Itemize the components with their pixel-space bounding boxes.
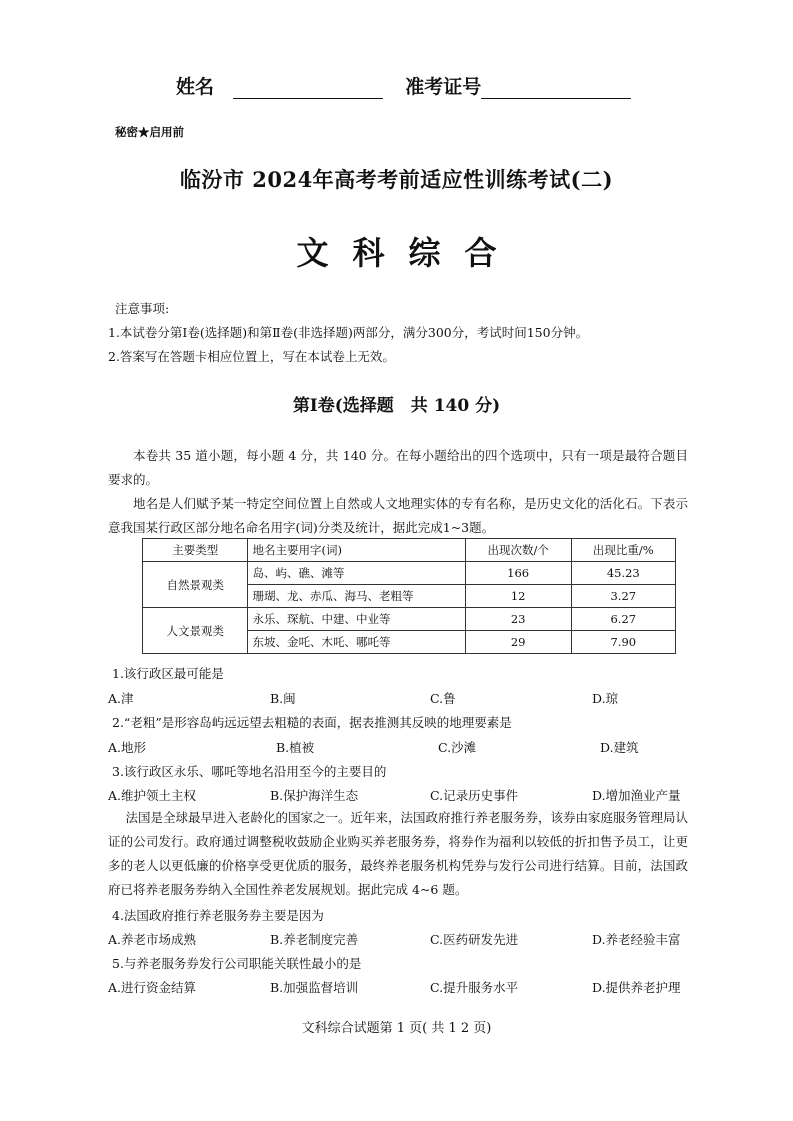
table-cell-count: 29 [465, 631, 571, 654]
question-option[interactable]: B.闽 [270, 691, 296, 706]
question-option[interactable]: D.养老经验丰富 [592, 932, 681, 947]
question-option[interactable]: A.地形 [108, 740, 147, 755]
question-stem: 2.“老粗”是形容岛屿远远望去粗糙的表面，据表推测其反映的地理要素是 [112, 715, 512, 730]
question-option[interactable]: B.养老制度完善 [270, 932, 359, 947]
candidate-info-row [176, 72, 631, 99]
table-header-row [143, 539, 676, 562]
question-stem: 4.法国政府推行养老服务券主要是因为 [112, 908, 324, 923]
question-option[interactable]: D.提供养老护理 [592, 980, 681, 995]
question-option[interactable]: B.加强监督培训 [270, 980, 359, 995]
table-row [143, 562, 676, 585]
place-name-table [142, 538, 676, 654]
question-option[interactable]: D.增加渔业产量 [592, 788, 681, 803]
table-cell-ratio: 3.27 [571, 585, 675, 608]
table-cell-words: 永乐、琛航、中建、中业等 [248, 608, 465, 631]
question-option[interactable]: D.琼 [592, 691, 619, 706]
question-stem: 1.该行政区最可能是 [112, 666, 224, 681]
table-cell-words: 珊瑚、龙、赤瓜、海马、老粗等 [248, 585, 465, 608]
section-intro: 本卷共 35 道小题，每小题 4 分，共 140 分。在每小题给出的四个选项中，只有一项是最符合题目要求的。 [108, 448, 688, 487]
exam-id-label: 准考证号 [405, 76, 482, 98]
question-stem: 5.与养老服务券发行公司职能关联性最小的是 [112, 956, 362, 971]
question-stem: 3.该行政区永乐、哪吒等地名沿用至今的主要目的 [112, 764, 387, 779]
page-footer: 文科综合试题第 1 页( 共 1 2 页) [301, 1021, 492, 1036]
table-cell-count: 166 [465, 562, 571, 585]
section-title: 第Ⅰ卷(选择题 共 140 分) [292, 396, 501, 416]
name-blank[interactable] [233, 78, 383, 99]
table-row [143, 608, 676, 631]
name-label: 姓名 [176, 76, 215, 98]
table-header: 出现次数/个 [465, 539, 571, 562]
table-cell-words: 东坡、金吒、木吒、哪吒等 [248, 631, 465, 654]
notice-item: 1.本试卷分第Ⅰ卷(选择题)和第Ⅱ卷(非选择题)两部分，满分300分，考试时间150分钟。 [108, 325, 589, 340]
question-option[interactable]: C.沙滩 [438, 740, 477, 755]
question-option[interactable]: B.保护海洋生态 [270, 788, 359, 803]
table-cell-count: 12 [465, 585, 571, 608]
table-cell-type: 人文景观类 [143, 608, 248, 654]
table-header: 主要类型 [143, 539, 248, 562]
exam-id-blank[interactable] [481, 78, 631, 99]
table-cell-count: 23 [465, 608, 571, 631]
question-option[interactable]: C.医药研发先进 [430, 932, 519, 947]
table-cell-type: 自然景观类 [143, 562, 248, 608]
table-cell-ratio: 45.23 [571, 562, 675, 585]
question-option[interactable]: A.津 [108, 691, 134, 706]
table-header: 出现比重/% [571, 539, 675, 562]
subject-title: 文科综合 [296, 234, 521, 272]
question-option[interactable]: D.建筑 [600, 740, 639, 755]
confidential-mark: 秘密★启用前 [115, 125, 184, 139]
passage-2: 法国是全球最早进入老龄化的国家之一。近年来，法国政府推行养老服务券，该券由家庭服务管理局认证的公司发行。政府通过调整税收鼓励企业购买养老服务券，将券作为福利以较低的折扣售予员工，让更多的老人以更低廉的价格享受更优质的服务，最终养老服务机构凭券与发行公司进行结算。目前，法国政府已将养老服务券纳入全国性养老发展规划。据此完成 4~6 题。 [108, 810, 689, 897]
table-cell-words: 岛、屿、礁、滩等 [248, 562, 465, 585]
question-option[interactable]: C.记录历史事件 [430, 788, 519, 803]
question-option[interactable]: C.提升服务水平 [430, 980, 519, 995]
question-option[interactable]: B.植被 [276, 740, 315, 755]
question-option[interactable]: A.维护领土主权 [108, 788, 197, 803]
table-cell-ratio: 7.90 [571, 631, 675, 654]
question-option[interactable]: A.进行资金结算 [108, 980, 197, 995]
table-header: 地名主要用字(词) [248, 539, 465, 562]
notice-heading: 注意事项: [115, 301, 170, 316]
passage-1: 地名是人们赋予某一特定空间位置上自然或人文地理实体的专有名称，是历史文化的活化石。下表示意我国某行政区部分地名命名用字(词)分类及统计，据此完成1~3题。 [108, 496, 688, 535]
question-option[interactable]: A.养老市场成熟 [108, 932, 197, 947]
question-option[interactable]: C.鲁 [430, 691, 456, 706]
notice-item: 2.答案写在答题卡相应位置上，写在本试卷上无效。 [108, 349, 395, 364]
exam-title: 临汾市 2024年高考考前适应性训练考试(二) [179, 167, 614, 192]
table-cell-ratio: 6.27 [571, 608, 675, 631]
